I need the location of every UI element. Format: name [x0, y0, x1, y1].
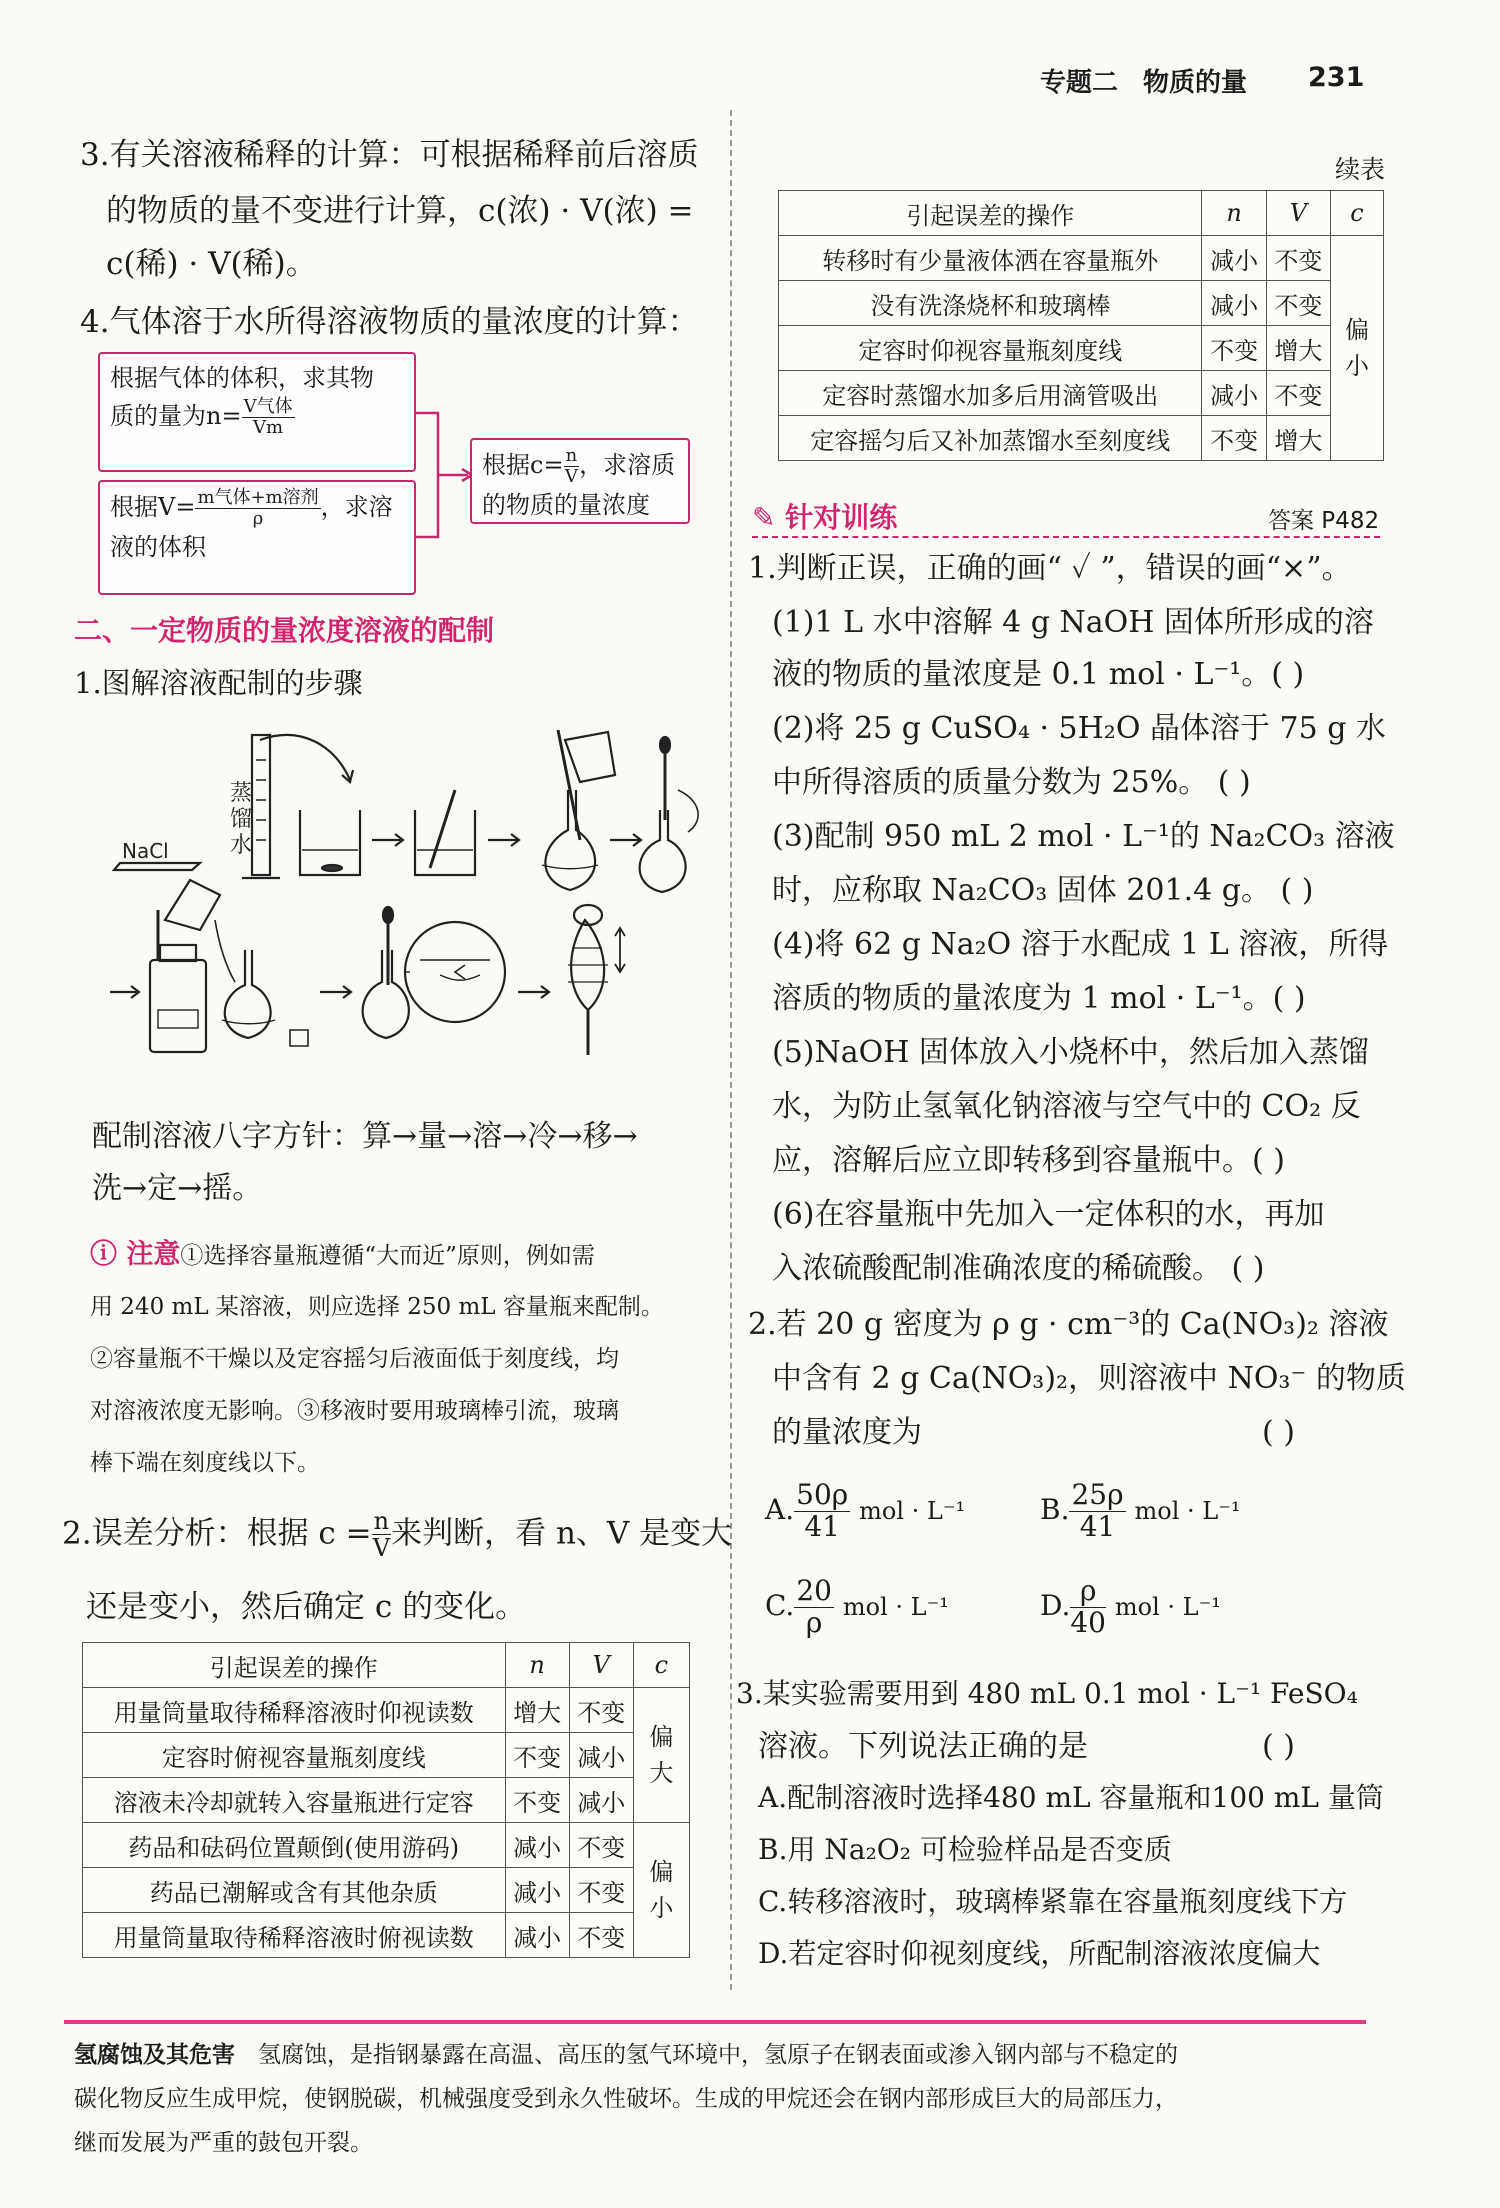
item3-line3: c(稀) · V(稀)。 [106, 246, 317, 282]
footer-line3: 继而发展为严重的鼓包开裂。 [74, 2130, 373, 2156]
pouring-beaker [565, 732, 615, 782]
q2-option-c: C. $\frac{20}{\rho}$ mol · L⁻¹ [765, 1574, 949, 1639]
volumetric-flask-3 [225, 950, 271, 1038]
item4-title: 4.气体溶于水所得溶液物质的量浓度的计算： [80, 304, 699, 340]
solution-preparation-diagram [110, 720, 710, 1090]
footer-line1: 氢腐蚀及其危害 氢腐蚀，是指钢暴露在高温、高压的氢气环境中，氢原子在钢表面或渗入钢内部与不稳定的 [74, 2042, 1178, 2068]
c-result-high: 偏 大 [633, 1688, 689, 1823]
table-header-cell: c [1330, 191, 1383, 236]
note-icon: ⓘ [90, 1239, 127, 1270]
table-row: 没有洗涤烧杯和玻璃棒 减小 不变 [779, 281, 1384, 326]
flow-box1-line2: 质的量为n= [110, 401, 242, 430]
note-line1: ①选择容量瓶遵循“大而近”原则，例如需 [180, 1243, 595, 1269]
q1-line: (6)在容量瓶中先加入一定体积的水，再加 [772, 1197, 1325, 1232]
flow-box-solution-volume [98, 480, 416, 595]
table-header-cell: n [1202, 191, 1266, 236]
header-topic: 专题二 [1040, 68, 1119, 98]
q2-line2: 中含有 2 g Ca(NO₃)₂，则溶液中 NO₃⁻ 的物质 [772, 1361, 1406, 1396]
error-table-left [82, 1642, 690, 1958]
error-table-right [778, 190, 1384, 461]
flow-box2-text2: ，求溶 [320, 492, 393, 521]
note-line5: 棒下端在刻度线以下。 [90, 1450, 320, 1476]
table-row: 用量筒量取待稀释溶液时仰视读数 增大 不变 偏 大 [83, 1688, 690, 1733]
q1-line: (2)将 25 g CuSO₄ · 5H₂O 晶体溶于 75 g 水 [772, 711, 1386, 746]
table-row: 用量筒量取待稀释溶液时俯视读数 减小 不变 [83, 1913, 690, 1958]
wash-bottle [150, 960, 206, 1052]
flow-box-gas-volume [98, 352, 416, 472]
pour-arrow [260, 735, 350, 780]
q3-answer-blank: ( ) [1262, 1729, 1295, 1764]
flow-connector [416, 395, 476, 545]
q1-line: 时，应称取 Na₂CO₃ 固体 201.4 g。 ( ) [772, 873, 1314, 908]
pencil-icon: ✎ [752, 501, 776, 534]
footer-line2: 碳化物反应生成甲烷，使钢脱碳，机械强度受到永久性破坏。生成的甲烷还会在钢内部形成巨大的局部压力， [74, 2086, 1178, 2112]
q3-option-c: C.转移溶液时，玻璃棒紧靠在容量瓶刻度线下方 [758, 1885, 1348, 1918]
q1-stem: 1.判断正误，正确的画“ ✓ ”，错误的画“×”。 [748, 551, 1352, 586]
q1-line: 水，为防止氢氧化钠溶液与空气中的 CO₂ 反 [772, 1089, 1361, 1124]
fraction-v: $\frac{\text{m气体+m溶剂}}{\rho}$ [197, 487, 319, 529]
table-header-row [83, 1643, 690, 1688]
item3-line2: 的物质的量不变进行计算，c(浓) · V(浓) = [106, 193, 694, 229]
section2-title: 二、一定物质的量浓度溶液的配制 [74, 614, 495, 647]
note-block [90, 1232, 595, 1271]
motto-line1: 配制溶液八字方针：算→量→溶→冷→移→ [92, 1119, 638, 1154]
table-header-cell: V [1266, 191, 1330, 236]
fraction-error: $\frac{n}{V}$ [372, 1507, 391, 1563]
table-header-cell: c [633, 1643, 689, 1688]
item3-line1: 3.有关溶液稀释的计算：可根据稀释前后溶质 [80, 137, 699, 173]
flow-box3-line2: 的物质的量浓度 [482, 490, 650, 519]
arrow-1 [372, 834, 403, 846]
graduated-cylinder [252, 735, 270, 875]
q2-answer-blank: ( ) [1262, 1415, 1295, 1450]
q2-line3: 的量浓度为 [772, 1415, 922, 1450]
flow-box-concentration [470, 438, 690, 524]
q1-line: 液的物质的量浓度是 0.1 mol · L⁻¹。( ) [772, 657, 1305, 692]
table-row: 定容摇匀后又补加蒸馏水至刻度线 不变 增大 [779, 416, 1384, 461]
c-result-low-right: 偏 小 [1330, 236, 1383, 461]
water-label-3: 水 [230, 833, 253, 858]
flow-box3-text2: ，求溶质 [579, 450, 676, 479]
table-row: 定容时蒸馏水加多后用滴管吸出 减小 不变 [779, 371, 1384, 416]
note-line4: 对溶液浓度无影响。③移液时要用玻璃棒引流，玻璃 [90, 1398, 619, 1424]
answer-reference: 答案 P482 [1268, 508, 1380, 534]
table-header-row [779, 191, 1384, 236]
table-row: 定容时俯视容量瓶刻度线 不变 减小 [83, 1733, 690, 1778]
arrow-5 [320, 986, 351, 998]
note-line3: ②容量瓶不干燥以及定容摇匀后液面低于刻度线，均 [90, 1346, 619, 1372]
table-header-cell: 引起误差的操作 [779, 191, 1202, 236]
fraction-c: $\frac{n}{V}$ [564, 445, 578, 487]
fraction-n: $\frac{\text{V气体}}{Vm}$ [243, 396, 293, 438]
arrow-4 [110, 986, 139, 998]
table-row: 药品已潮解或含有其他杂质 减小 不变 [83, 1868, 690, 1913]
q2-option-b: B. $\frac{25\rho}{41}$ mol · L⁻¹ [1040, 1478, 1241, 1543]
water-label-1: 蒸 [230, 781, 253, 806]
note-label: 注意 [126, 1239, 181, 1270]
q2-option-d: D. $\frac{\rho}{40}$ mol · L⁻¹ [1040, 1574, 1221, 1639]
training-title: ✎ 针对训练 [752, 501, 898, 534]
q3-option-d: D.若定容时仰视刻度线，所配制溶液浓度偏大 [758, 1937, 1321, 1970]
volumetric-flask-2 [640, 810, 686, 892]
table-row: 药品和砝码位置颠倒(使用游码) 减小 不变 偏 小 [83, 1823, 690, 1868]
q1-line: (5)NaOH 固体放入小烧杯中，然后加入蒸馏 [772, 1035, 1369, 1070]
q3-line1: 3.某实验需要用到 480 mL 0.1 mol · L⁻¹ FeSO₄ [736, 1677, 1358, 1710]
flow-box3-text1: 根据c= [482, 450, 564, 479]
arrow-3 [610, 834, 641, 846]
arrow-2 [488, 834, 519, 846]
footer-divider [64, 2020, 1366, 2024]
page-number: 231 [1308, 62, 1365, 93]
q1-line: 溶质的物质的量浓度为 1 mol · L⁻¹。( ) [772, 981, 1306, 1016]
q3-line2: 溶液。下列说法正确的是 [758, 1729, 1088, 1764]
flow-box2-line2: 液的体积 [110, 532, 206, 561]
q3-option-b: B.用 Na₂O₂ 可检验样品是否变质 [758, 1833, 1172, 1866]
error-intro-line1: 2.误差分析：根据 c = $\frac{n}{V}$ 来判断，看 n、V 是变大 [62, 1507, 733, 1563]
q2-option-a: A. $\frac{50\rho}{41}$ mol · L⁻¹ [765, 1478, 966, 1543]
c-result-low: 偏 小 [633, 1823, 689, 1958]
note-line2: 用 240 mL 某溶液，则应选择 250 mL 容量瓶来配制。 [90, 1294, 664, 1320]
volumetric-flask-4 [363, 950, 409, 1038]
table-header-cell: 引起误差的操作 [83, 1643, 506, 1688]
table-row: 溶液未冷却就转入容量瓶进行定容 不变 减小 [83, 1778, 690, 1823]
q1-line: (3)配制 950 mL 2 mol · L⁻¹的 Na₂CO₃ 溶液 [772, 819, 1395, 854]
balance-pan [114, 863, 200, 870]
volumetric-flask-1 [545, 790, 595, 890]
q3-option-a: A.配制溶液时选择480 mL 容量瓶和100 mL 量筒 [758, 1781, 1384, 1814]
table-row: 转移时有少量液体洒在容量瓶外 减小 不变 偏 小 [779, 236, 1384, 281]
flow-box2-text1: 根据V= [110, 492, 196, 521]
step-title: 1.图解溶液配制的步骤 [74, 666, 363, 700]
header-title: 物质的量 [1143, 68, 1248, 98]
q1-line: 中所得溶质的质量分数为 25%。 ( ) [772, 765, 1251, 800]
water-label-2: 馏 [230, 807, 253, 832]
q1-line: 应，溶解后应立即转移到容量瓶中。( ) [772, 1143, 1285, 1178]
q1-line: (4)将 62 g Na₂O 溶于水配成 1 L 溶液，所得 [772, 927, 1389, 962]
training-divider [752, 536, 1380, 538]
table-row: 定容时仰视容量瓶刻度线 不变 增大 [779, 326, 1384, 371]
beaker-3 [165, 880, 220, 930]
q2-line1: 2.若 20 g 密度为 ρ g · cm⁻³的 Ca(NO₃)₂ 溶液 [748, 1307, 1389, 1342]
q1-line: 入浓硫酸配制准确浓度的稀硫酸。 ( ) [772, 1251, 1265, 1286]
continued-label: 续表 [1335, 155, 1386, 184]
footer-title: 氢腐蚀及其危害 [74, 2042, 235, 2068]
table-header-cell: n [505, 1643, 569, 1688]
motto-line2: 洗→定→摇。 [92, 1171, 263, 1206]
flow-box1-line1: 根据气体的体积，求其物 [110, 364, 374, 392]
error-intro-line2: 还是变小，然后确定 c 的变化。 [86, 1589, 527, 1625]
column-divider [730, 110, 732, 1990]
table-header-cell: V [569, 1643, 633, 1688]
q1-line: (1)1 L 水中溶解 4 g NaOH 固体所形成的溶 [772, 605, 1374, 640]
arrow-6 [518, 986, 549, 998]
nacl-label: NaCl [122, 839, 169, 863]
